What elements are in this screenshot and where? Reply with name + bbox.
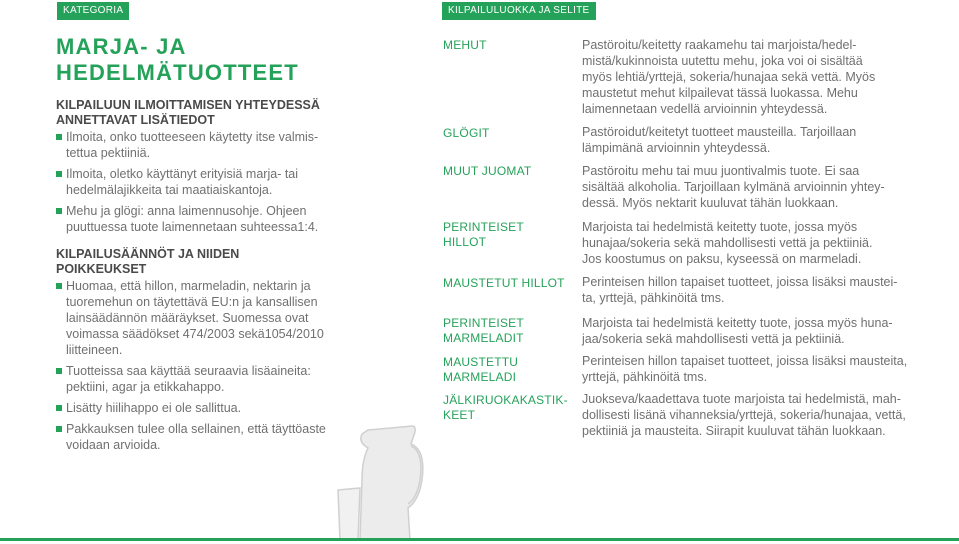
list-item-line: hedelmälajikkeita tai maatiaiskantoja.: [66, 183, 273, 197]
bullet-square-icon: [56, 405, 62, 411]
category-name-jalkiruokakastikkeet: [443, 393, 568, 423]
left-column: [56, 34, 346, 458]
category-name-line: GLÖGIT: [443, 126, 490, 140]
list-item: [56, 203, 346, 235]
category-name-perinteiset-marmeladit: [443, 316, 568, 346]
rules-section: [56, 247, 346, 453]
desc-line: Perinteisen hillon tapaiset tuotteet, joissa lisäksi mausteita,: [582, 354, 908, 368]
desc-line: Jos koostumus on paksu, kyseessä on marmeladi.: [582, 252, 862, 266]
desc-line: mistä/kukinnoista uutettu mehu, joka voi oi sisältää: [582, 54, 863, 68]
bottom-divider: [0, 538, 959, 541]
rules-heading-line-1: KILPAILUSÄÄNNÖT JA NIIDEN: [56, 247, 240, 261]
list-item-line: pektiini, agar ja etikkahappo.: [66, 380, 225, 394]
glass-shape: [338, 488, 360, 540]
list-item-line: liitteineen.: [66, 343, 123, 357]
desc-line: Pastöroitu mehu tai muu juontivalmis tuote. Ei saa: [582, 164, 860, 178]
category-name-line: JÄLKIRUOKAKASTIK-: [443, 393, 568, 407]
additional-info-heading-line-1: KILPAILUUN ILMOITTAMISEN YHTEYDESSÄ: [56, 98, 320, 112]
rules-list: [56, 278, 346, 453]
category-desc-perinteiset-marmeladit: [582, 315, 942, 347]
list-item-line: tettua pektiiniä.: [66, 146, 151, 160]
bullet-square-icon: [56, 368, 62, 374]
bullet-square-icon: [56, 208, 62, 214]
desc-line: pektiiniä ja mausteita. Siirapit kuuluvat tähän luokkaan.: [582, 424, 886, 438]
category-name-line: MARMELADIT: [443, 331, 524, 345]
bullet-square-icon: [56, 171, 62, 177]
list-item: [56, 166, 346, 198]
category-name-line: KEET: [443, 408, 476, 422]
list-item: [56, 363, 346, 395]
list-item-line: Pakkauksen tulee olla sellainen, että täyttöaste: [66, 422, 326, 436]
category-desc-muut-juomat: [582, 163, 942, 211]
desc-line: Pastöroitu/keitetty raakamehu tai marjoista/hedel-: [582, 38, 857, 52]
desc-line: ta, yrttejä, pähkinöitä tms.: [582, 291, 725, 305]
category-name-muut-juomat: [443, 164, 568, 179]
category-desc-maustettu-marmeladi: [582, 353, 942, 385]
list-item-line: Ilmoita, onko tuotteeseen käytetty itse valmis-: [66, 130, 319, 144]
category-name-line: MAUSTETTU: [443, 355, 519, 369]
desc-line: yrttejä, pähkinöitä tms.: [582, 370, 708, 384]
list-item: [56, 129, 346, 161]
page-title: [56, 34, 346, 86]
category-desc-glogit: [582, 124, 942, 156]
list-item-line: Lisätty hiilihappo ei ole sallittua.: [66, 401, 242, 415]
list-item-line: voimassa säädökset 474/2003 sekä1054/2010: [66, 327, 324, 341]
list-item-line: Ilmoita, oletko käyttänyt erityisiä marja- tai: [66, 167, 299, 181]
list-item: [56, 278, 346, 358]
category-name-maustettu-marmeladi: [443, 355, 568, 385]
category-name-glogit: [443, 126, 568, 141]
desc-line: Marjoista tai hedelmistä keitetty tuote, jossa myös huna-: [582, 316, 893, 330]
category-desc-mehut: [582, 37, 942, 117]
list-item-line: Tuotteissa saa käyttää seuraavia lisäaineita:: [66, 364, 311, 378]
category-name-line: MEHUT: [443, 38, 487, 52]
desc-line: Marjoista tai hedelmistä keitetty tuote, jossa myös: [582, 220, 858, 234]
additional-info-list: [56, 129, 346, 235]
desc-line: laimennetaan vedellä arvioinnin yhteydessä.: [582, 102, 828, 116]
category-name-line: MUUT JUOMAT: [443, 164, 532, 178]
desc-line: Pastöroidut/keitetyt tuotteet mausteilla. Tarjoillaan: [582, 125, 857, 139]
desc-line: dollisesti lisänä vihanneksia/yrttejä, sokeria/hunajaa, vettä,: [582, 408, 906, 422]
bullet-square-icon: [56, 283, 62, 289]
rules-heading: [56, 247, 346, 277]
desc-line: myös lehtiä/yrttejä, sokeria/hunajaa sekä vettä. Myös: [582, 70, 876, 84]
additional-info-heading: [56, 98, 346, 128]
additional-info-section: [56, 98, 346, 235]
list-item-line: voidaan arvioida.: [66, 438, 161, 452]
list-item-line: puuttuessa tuote laimennetaan suhteessa1:4.: [66, 220, 319, 234]
desc-line: lämpimänä arvioinnin yhteydessä.: [582, 141, 771, 155]
page-title-line-2: HEDELMÄTUOTTEET: [56, 60, 299, 85]
category-name-maustetut-hillot: [443, 276, 568, 291]
desc-line: Juokseva/kaadettava tuote marjoista tai hedelmistä, mah-: [582, 392, 901, 406]
page-title-line-1: MARJA- JA: [56, 34, 187, 59]
category-desc-maustetut-hillot: [582, 274, 942, 306]
bullet-square-icon: [56, 134, 62, 140]
desc-line: maustetut mehut kilpailevat tässä luokassa. Mehu: [582, 86, 858, 100]
category-desc-jalkiruokakastikkeet: [582, 391, 942, 439]
category-name-perinteiset-hillot: [443, 220, 568, 250]
category-name-line: PERINTEISET: [443, 316, 524, 330]
list-item: [56, 421, 346, 453]
list-item-line: Mehu ja glögi: anna laimennusohje. Ohjeen: [66, 204, 307, 218]
desc-line: dessä. Myös nektarit kuuluvat tähän luokkaan.: [582, 196, 839, 210]
desc-line: Perinteisen hillon tapaiset tuotteet, joissa lisäksi maustei-: [582, 275, 898, 289]
category-name-line: MARMELADI: [443, 370, 517, 384]
pitcher-and-glass-icon: [320, 420, 430, 540]
category-name-line: MAUSTETUT HILLOT: [443, 276, 565, 290]
category-badge: KATEGORIA: [57, 2, 129, 20]
pitcher-shape: [360, 426, 423, 540]
desc-line: hunajaa/sokeria sekä mahdollisesti vettä ja pektiiniä.: [582, 236, 873, 250]
category-desc-perinteiset-hillot: [582, 219, 942, 267]
bullet-square-icon: [56, 426, 62, 432]
list-item: [56, 400, 346, 416]
rules-heading-line-2: POIKKEUKSET: [56, 262, 147, 276]
list-item-line: tuoremehun on täytettävä EU:n ja kansallisen: [66, 295, 318, 309]
category-name-mehut: [443, 38, 568, 53]
category-name-line: PERINTEISET HILLOT: [443, 220, 524, 249]
list-item-line: Huomaa, että hillon, marmeladin, nektarin ja: [66, 279, 311, 293]
additional-info-heading-line-2: ANNETTAVAT LISÄTIEDOT: [56, 113, 215, 127]
list-item-line: lainsäädännön määräykset. Suomessa ovat: [66, 311, 309, 325]
competition-class-badge: KILPAILULUOKKA JA SELITE: [442, 2, 596, 20]
desc-line: jaa/sokeria sekä mahdollisesti vettä ja pektiiniä.: [582, 332, 845, 346]
desc-line: sisältää alkoholia. Tarjoillaan kylmänä arvioinnin yhtey-: [582, 180, 885, 194]
